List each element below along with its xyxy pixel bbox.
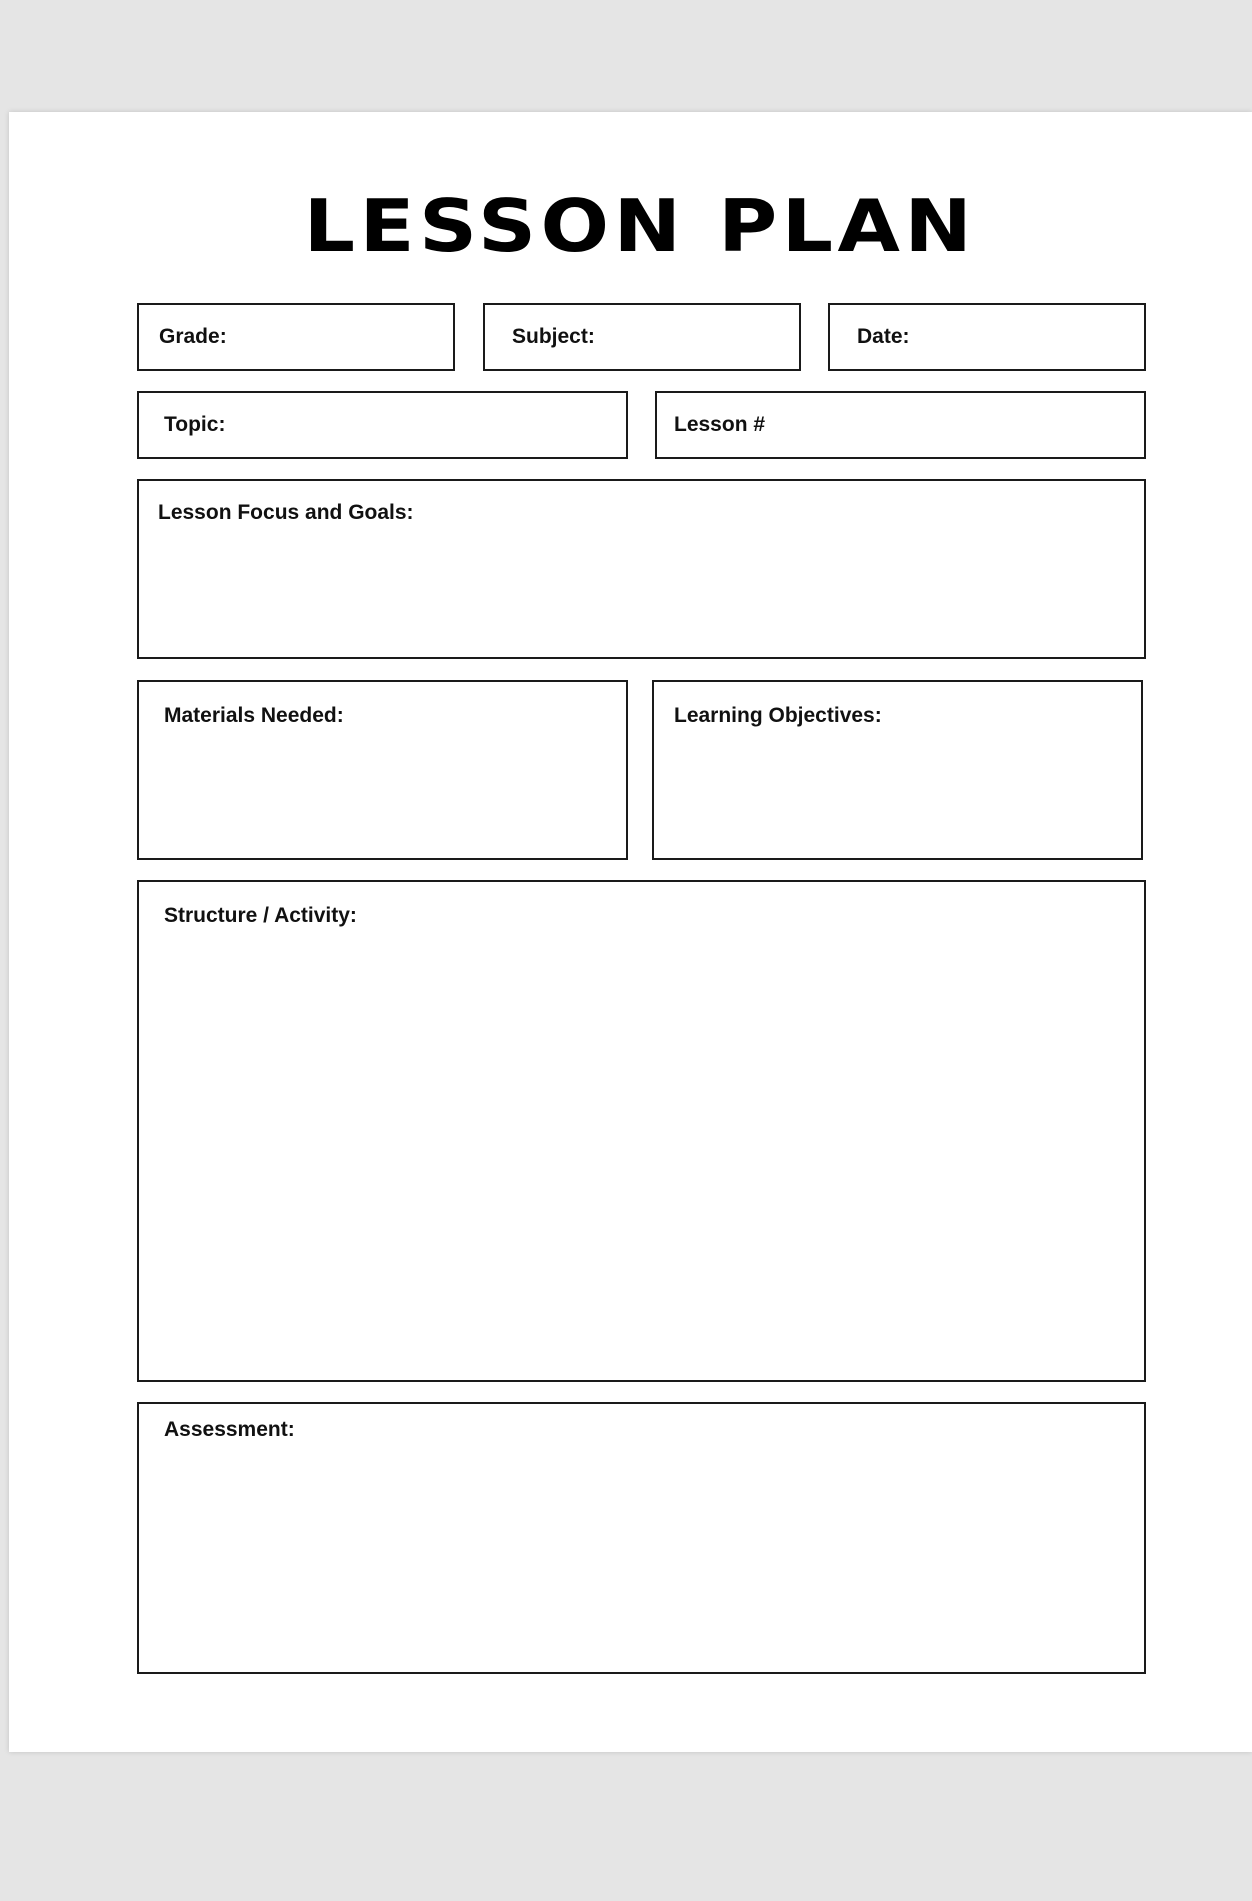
worksheet-page xyxy=(9,112,1252,1752)
materials-label: Materials Needed: xyxy=(164,704,344,727)
structure-activity-field[interactable] xyxy=(137,880,1146,1382)
assessment-field[interactable] xyxy=(137,1402,1146,1674)
lesson-number-field[interactable] xyxy=(655,391,1146,459)
subject-label: Subject: xyxy=(512,325,595,348)
assessment-label: Assessment: xyxy=(164,1418,295,1441)
structure-activity-label: Structure / Activity: xyxy=(164,904,357,927)
focus-goals-label: Lesson Focus and Goals: xyxy=(158,501,414,524)
focus-goals-field[interactable] xyxy=(137,479,1146,659)
date-field[interactable] xyxy=(828,303,1146,371)
page-title: LESSON PLAN xyxy=(303,184,977,268)
materials-field[interactable] xyxy=(137,680,628,860)
objectives-field[interactable] xyxy=(652,680,1143,860)
subject-field[interactable] xyxy=(483,303,801,371)
lesson-number-label: Lesson # xyxy=(674,413,766,436)
topic-field[interactable] xyxy=(137,391,628,459)
grade-field[interactable] xyxy=(137,303,455,371)
grade-label: Grade: xyxy=(159,325,227,348)
date-label: Date: xyxy=(857,325,910,348)
objectives-label: Learning Objectives: xyxy=(674,704,882,727)
topic-label: Topic: xyxy=(164,413,226,436)
